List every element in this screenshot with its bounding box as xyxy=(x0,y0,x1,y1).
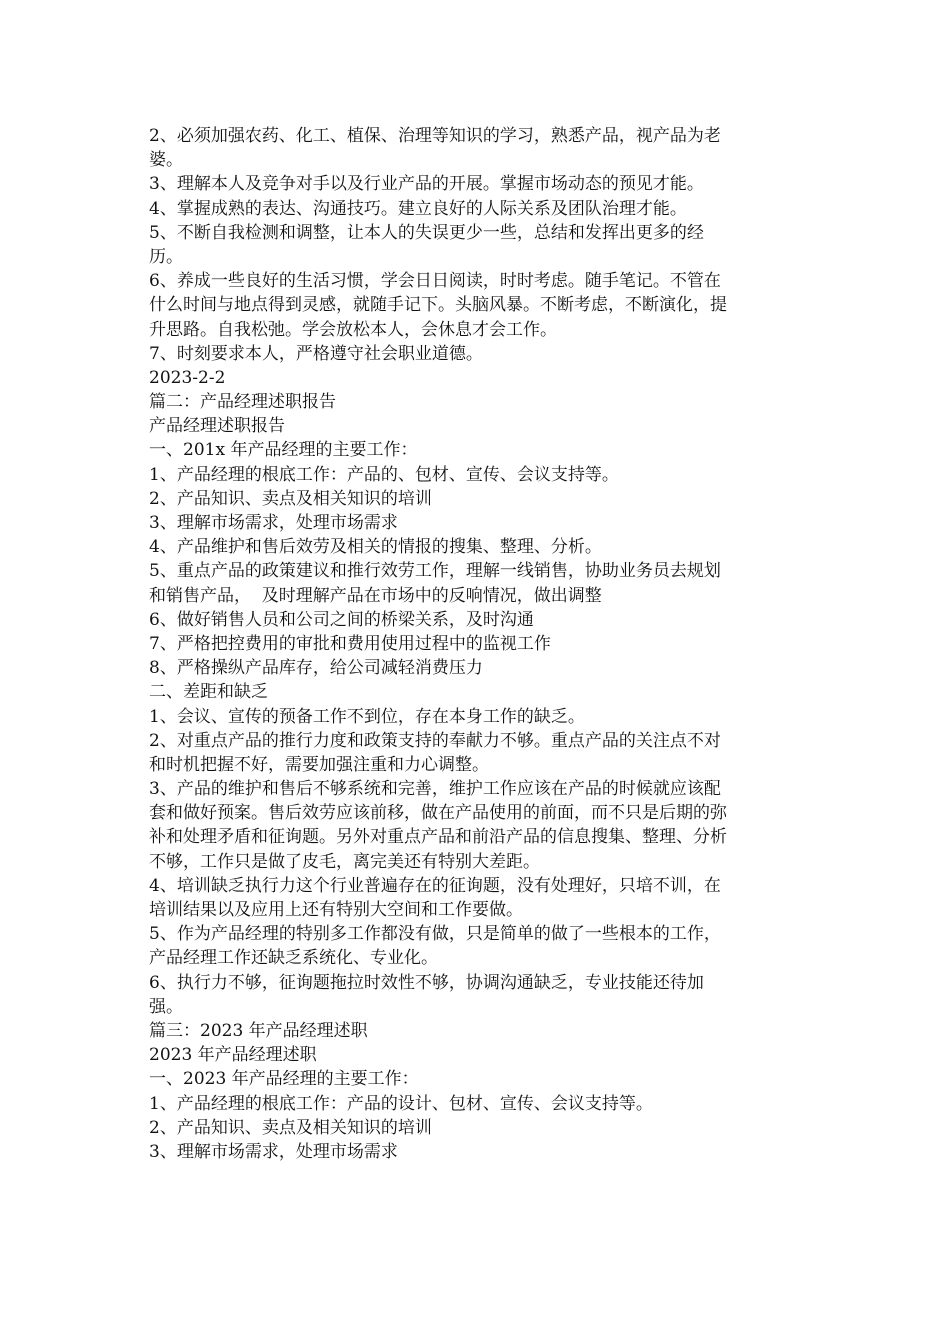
text-line: 和时机把握不好，需要加强注重和力心调整。 xyxy=(149,754,489,775)
text-line: 培训结果以及应用上还有特别大空间和工作要做。 xyxy=(149,900,523,920)
text-line: 6、执行力不够，征询题拖拉时效性不够，协调沟通缺乏，专业技能还待加 xyxy=(149,972,704,993)
text-line: 升思路。自我松弛。学会放松本人，会休息才会工作。 xyxy=(149,319,557,340)
text-line: 1、产品经理的根底工作：产品的设计、包材、宣传、会议支持等。 xyxy=(149,1093,653,1114)
text-line: 历。 xyxy=(149,246,183,267)
text-line: 5、不断自我检测和调整，让本人的失误更少一些，总结和发挥出更多的经 xyxy=(149,222,704,243)
text-line: 3、理解市场需求，处理市场需求 xyxy=(149,513,398,533)
text-line: 6、做好销售人员和公司之间的桥梁关系，及时沟通 xyxy=(149,609,534,630)
subsection-heading: 二、差距和缺乏 xyxy=(149,682,268,703)
text-line: 2、必须加强农药、化工、植保、治理等知识的学习，熟悉产品，视产品为老 xyxy=(149,126,721,146)
text-line: 2、产品知识、卖点及相关知识的培训 xyxy=(149,1117,432,1138)
section-title: 2023 年产品经理述职 xyxy=(149,1045,317,1066)
text-line: 1、会议、宣传的预备工作不到位，存在本身工作的缺乏。 xyxy=(149,706,585,727)
text-line: 8、严格操纵产品库存，给公司减轻消费压力 xyxy=(149,658,483,679)
text-line: 4、培训缺乏执行力这个行业普遍存在的征询题，没有处理好，只培不训，在 xyxy=(149,875,721,896)
text-line: 婆。 xyxy=(149,150,183,171)
subsection-heading: 一、2023 年产品经理的主要工作： xyxy=(149,1069,419,1090)
text-line: 3、产品的维护和售后不够系统和完善，维护工作应该在产品的时候就应该配 xyxy=(149,779,721,800)
section-heading: 篇三：2023 年产品经理述职 xyxy=(149,1020,368,1041)
document-body xyxy=(149,124,804,1164)
text-line: 7、严格把控费用的审批和费用使用过程中的监视工作 xyxy=(149,633,551,654)
text-line: 7、时刻要求本人，严格遵守社会职业道德。 xyxy=(149,343,483,364)
text-line: 套和做好预案。售后效劳应该前移，做在产品使用的前面，而不只是后期的弥 xyxy=(149,803,727,824)
text-line: 4、掌握成熟的表达、沟通技巧。建立良好的人际关系及团队治理才能。 xyxy=(149,198,687,219)
subsection-heading: 一、201x 年产品经理的主要工作： xyxy=(149,440,418,461)
text-line: 2、对重点产品的推行力度和政策支持的奉献力不够。重点产品的关注点不对 xyxy=(149,730,721,751)
section-heading: 篇二：产品经理述职报告 xyxy=(149,392,336,413)
section-title: 产品经理述职报告 xyxy=(149,416,285,437)
text-line: 强。 xyxy=(149,996,183,1017)
text-line: 1、产品经理的根底工作：产品的、包材、宣传、会议支持等。 xyxy=(149,464,619,485)
text-line: 不够，工作只是做了皮毛，离完美还有特别大差距。 xyxy=(149,851,540,872)
text-line: 4、产品维护和售后效劳及相关的情报的搜集、整理、分析。 xyxy=(149,537,602,558)
date-line: 2023-2-2 xyxy=(149,367,226,388)
text-line: 和销售产品， 及时理解产品在市场中的反响情况，做出调整 xyxy=(149,585,602,606)
text-line: 6、养成一些良好的生活习惯，学会日日阅读，时时考虑。随手笔记。不管在 xyxy=(149,271,721,292)
text-line: 3、理解本人及竞争对手以及行业产品的开展。掌握市场动态的预见才能。 xyxy=(149,174,704,195)
text-line: 2、产品知识、卖点及相关知识的培训 xyxy=(149,488,432,509)
text-line: 补和处理矛盾和征询题。另外对重点产品和前沿产品的信息搜集、整理、分析 xyxy=(149,827,727,848)
text-line: 3、理解市场需求，处理市场需求 xyxy=(149,1141,398,1162)
text-line: 5、重点产品的政策建议和推行效劳工作，理解一线销售，协助业务员去规划 xyxy=(149,561,721,582)
text-line: 什么时间与地点得到灵感，就随手记下。头脑风暴。不断考虑，不断演化，提 xyxy=(149,295,727,316)
text-line: 5、作为产品经理的特别多工作都没有做，只是简单的做了一些根本的工作， xyxy=(149,924,721,945)
text-line: 产品经理工作还缺乏系统化、专业化。 xyxy=(149,948,438,969)
